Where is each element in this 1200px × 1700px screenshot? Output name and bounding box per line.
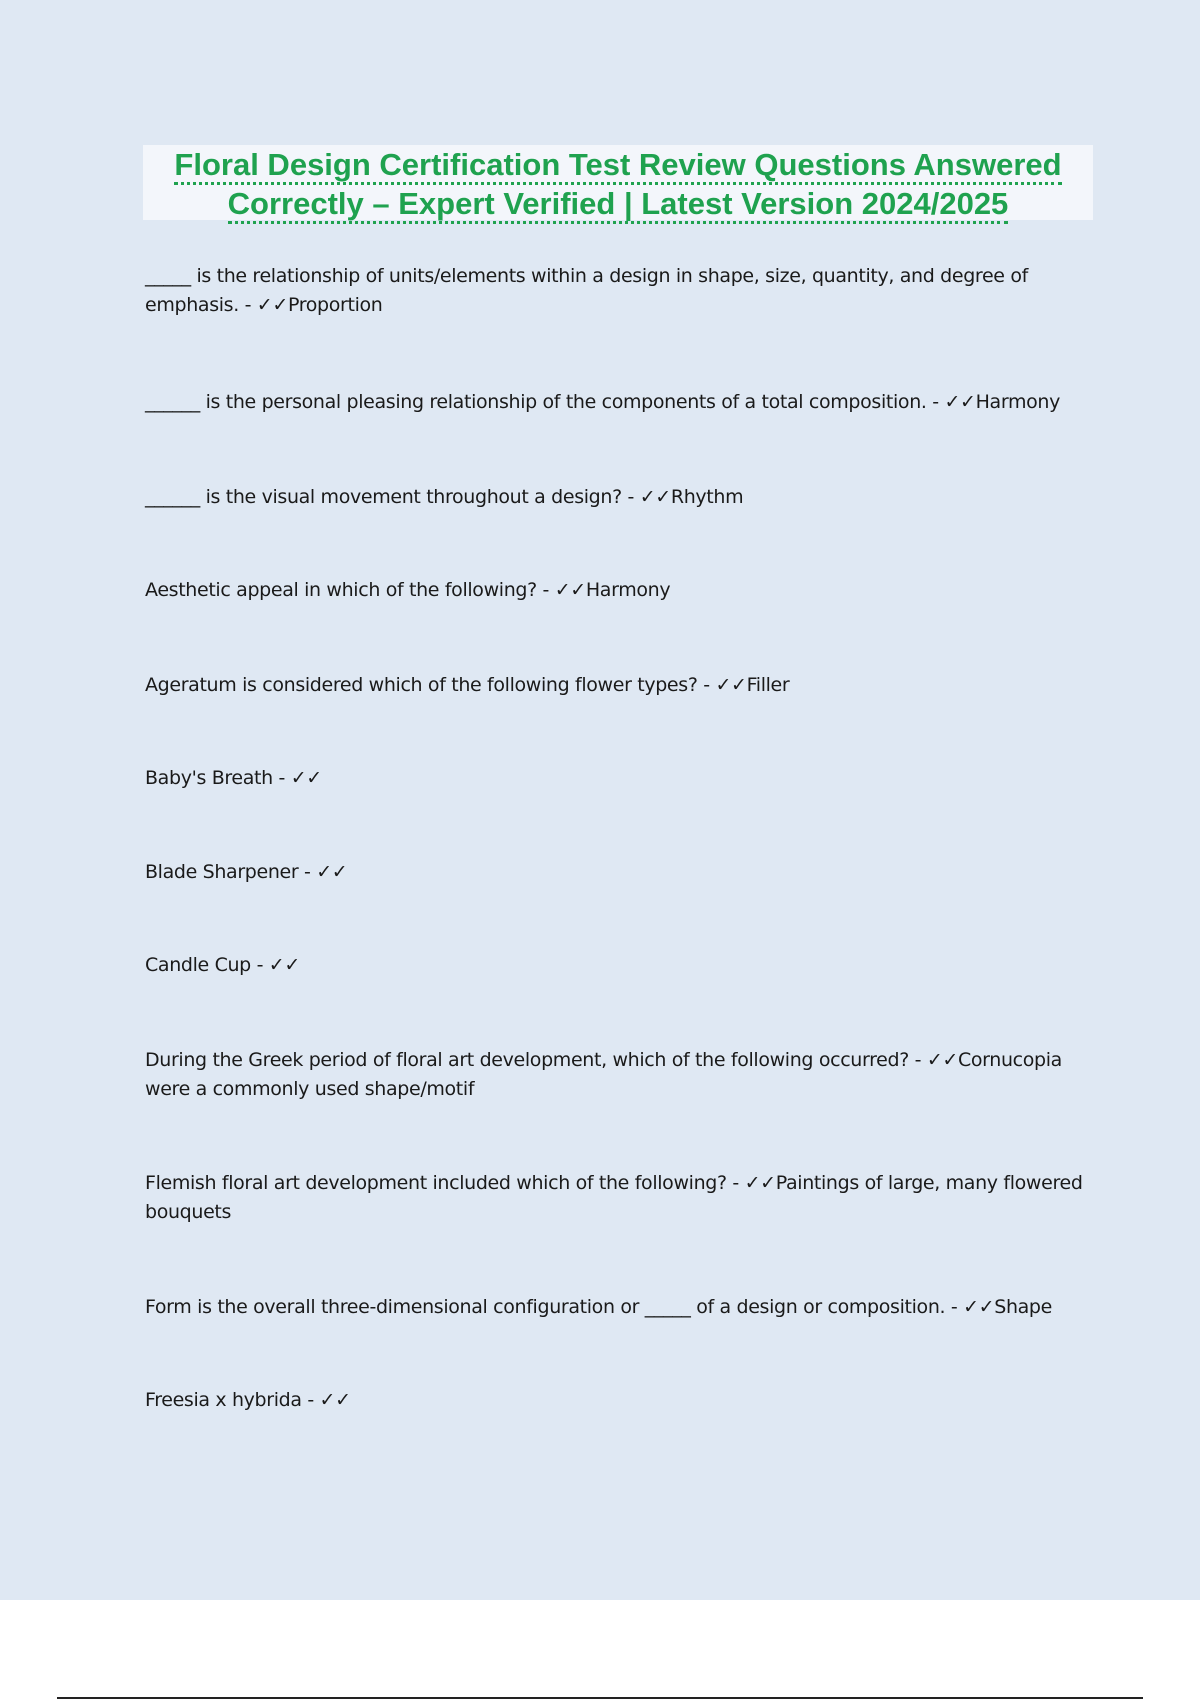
qa-item-babys-breath: Baby's Breath - ✓✓ bbox=[145, 767, 322, 789]
double-check-icon: ✓✓ bbox=[715, 674, 747, 696]
document-title bbox=[143, 145, 1093, 220]
title-line-1: Floral Design Certification Test Review Questions Answered bbox=[143, 145, 1093, 184]
qa-item-greek-period: During the Greek period of floral art development, which of the following occurred? - ✓✓Cornucopia were a commonly used shape/motif bbox=[145, 1049, 1062, 1100]
qa-item-freesia: Freesia x hybrida - ✓✓ bbox=[145, 1389, 351, 1411]
qa-item-flemish: Flemish floral art development included which of the following? - ✓✓Paintings of large, many flowered bouquets bbox=[145, 1172, 1083, 1223]
qa-item-candle-cup: Candle Cup - ✓✓ bbox=[145, 954, 300, 976]
qa-item-harmony: ______ is the personal pleasing relationship of the components of a total composition. - ✓✓Harmony bbox=[145, 391, 1060, 413]
footer-divider bbox=[57, 1697, 1143, 1699]
double-check-icon: ✓✓ bbox=[319, 1389, 351, 1411]
qa-item-ageratum: Ageratum is considered which of the following flower types? - ✓✓Filler bbox=[145, 674, 790, 696]
double-check-icon: ✓✓ bbox=[554, 579, 586, 601]
title-line-2: Correctly – Expert Verified | Latest Version 2024/2025 bbox=[143, 184, 1093, 223]
qa-item-rhythm: ______ is the visual movement throughout a design? - ✓✓Rhythm bbox=[145, 486, 744, 508]
double-check-icon: ✓✓ bbox=[744, 1172, 776, 1194]
double-check-icon: ✓✓ bbox=[944, 391, 976, 413]
qa-item-aesthetic-appeal: Aesthetic appeal in which of the following? - ✓✓Harmony bbox=[145, 579, 671, 601]
double-check-icon: ✓✓ bbox=[290, 767, 322, 789]
double-check-icon: ✓✓ bbox=[639, 486, 671, 508]
double-check-icon: ✓✓ bbox=[268, 954, 300, 976]
double-check-icon: ✓✓ bbox=[963, 1296, 995, 1318]
double-check-icon: ✓✓ bbox=[316, 861, 348, 883]
qa-item-form: Form is the overall three-dimensional configuration or _____ of a design or composition. - ✓✓Shape bbox=[145, 1296, 1052, 1318]
qa-item-blade-sharpener: Blade Sharpener - ✓✓ bbox=[145, 861, 348, 883]
double-check-icon: ✓✓ bbox=[926, 1049, 958, 1071]
qa-item-proportion: _____ is the relationship of units/elements within a design in shape, size, quantity, and degree of emphasis. - ✓✓Proportion bbox=[145, 265, 1028, 316]
double-check-icon: ✓✓ bbox=[256, 294, 288, 316]
